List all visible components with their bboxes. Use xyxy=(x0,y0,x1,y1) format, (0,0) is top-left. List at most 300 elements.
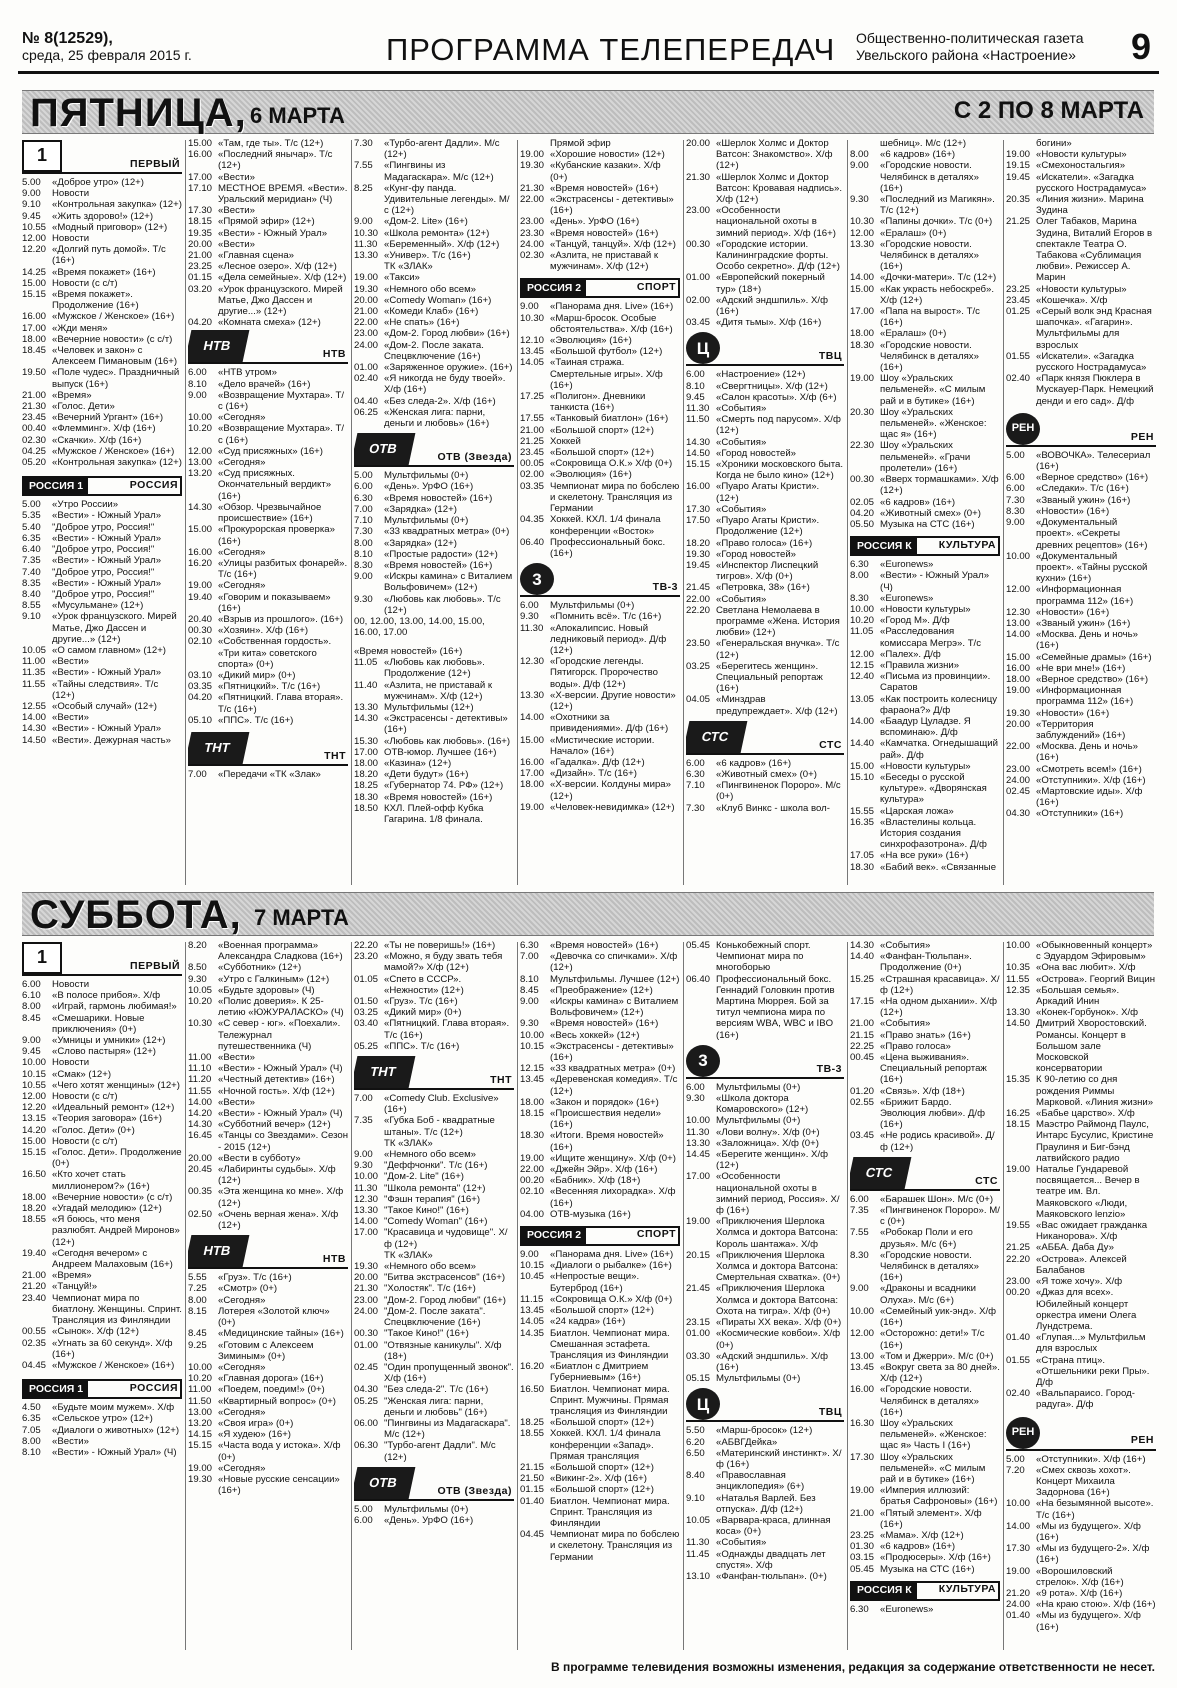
schedule-kultura-cont xyxy=(1006,940,1156,1411)
program-entry xyxy=(850,738,1000,760)
program-entry xyxy=(520,940,680,951)
program-entry xyxy=(850,862,1000,873)
program-title: «Последний из Магикян». Т/с (12+) xyxy=(880,194,995,217)
program-title: Мультфильмы (0+) xyxy=(716,1081,801,1093)
program-title: «Школа ремонта» (12+) xyxy=(384,227,490,239)
program-title: «Человек-невидимка» (12+) xyxy=(550,801,675,813)
program-title: «Вести» xyxy=(52,656,89,668)
program-entry xyxy=(354,1205,514,1216)
program-title: «Таиная стража. Смертельные игры». Х/ф (16+) xyxy=(550,357,663,391)
fri-col-6 xyxy=(850,138,1000,886)
program-entry xyxy=(188,412,348,423)
program-title: Музыка на СТС (16+) xyxy=(880,518,975,530)
program-time: 15.00 xyxy=(850,760,875,772)
program-title: «Сокровища О.К.» Х/ф (0+) xyxy=(550,458,673,470)
program-title: «Пингвиненок Пороро». М/с (0+) xyxy=(716,780,841,803)
program-entry xyxy=(520,1249,680,1260)
sat-col-7 xyxy=(1006,940,1156,1652)
program-entry xyxy=(22,311,182,322)
program-title: «Обыкновенный концерт» с Эдуардом Эфировым» xyxy=(1036,940,1153,963)
program-entry xyxy=(850,1041,1000,1052)
program-entry xyxy=(22,1113,182,1124)
program-entry xyxy=(354,328,514,339)
program-title: «Пингвины из Мадагаскара». М/с (12+) xyxy=(384,160,494,183)
program-entry xyxy=(22,423,182,434)
channel-header-sts xyxy=(686,721,844,755)
program-title: «Сегодня» xyxy=(218,1361,266,1373)
program-time: 02.10 xyxy=(520,1186,545,1198)
program-title: «Субботник» (12+) xyxy=(218,962,302,974)
program-title: «Большая семья». Аркадий Инин xyxy=(1036,984,1120,1008)
program-title: «Диалоги о рыбалке» (16+) xyxy=(550,1260,672,1272)
program-title: «Большой футбол» (12+) xyxy=(550,346,663,358)
program-title: Дмитрий Хворостовский. Романсы. Концерт в Большом зале Московской консерватории xyxy=(1036,1018,1147,1075)
program-entry xyxy=(520,735,680,757)
program-entry xyxy=(850,1205,1000,1227)
program-time: 04.45 xyxy=(520,1529,545,1541)
program-time: 8.00 xyxy=(850,570,869,582)
program-title: «О самом главном» (12+) xyxy=(52,644,167,656)
program-time: 23.40 xyxy=(22,1292,47,1304)
program-title: «Контрольная закупка» (12+) xyxy=(52,199,182,211)
program-time: 21.00 xyxy=(22,389,47,401)
program-entry xyxy=(188,1086,348,1097)
program-time: 9.30 xyxy=(354,1160,373,1172)
program-title: «Отступники». Х/ф (16+) xyxy=(1036,1453,1146,1465)
program-title: «Новости» (16+) xyxy=(1036,707,1110,719)
program-title: «6 кадров» (16+) xyxy=(880,496,956,508)
program-title: Маэстро Раймонд Паулс, Интарс Бусулис, Кристине Праулиня и Биг-бэнд латвийского радио xyxy=(1036,1119,1154,1164)
program-title: «Помнить всё». Т/с (16+) xyxy=(550,611,662,623)
program-entry xyxy=(22,533,182,544)
program-time: 13.00 xyxy=(188,457,213,469)
program-entry xyxy=(22,345,182,367)
program-time: 9.45 xyxy=(22,210,41,222)
program-time: 21.30 xyxy=(22,401,47,413)
column-divider xyxy=(847,140,848,885)
program-time: 02.05 xyxy=(850,496,875,508)
program-time: 7.10 xyxy=(354,515,373,527)
program-time: 13.00 xyxy=(188,1406,213,1418)
program-title: Мультфильмы (0+) xyxy=(384,515,469,527)
program-title: "Дом-2. После заката". Спецвключение (16+) xyxy=(384,1305,486,1329)
program-title: Новости (с с/т) xyxy=(52,277,118,289)
program-time: 9.30 xyxy=(188,973,207,985)
program-time: 5.40 xyxy=(22,521,41,533)
program-title: Биатлон. Чемпионат мира. Спринт. Трансляция из Финляндии xyxy=(550,1495,670,1529)
program-title: «Немного обо всем» xyxy=(384,283,477,295)
program-entry xyxy=(188,423,348,445)
program-title: «Пятницкий. Глава вторая». Т/с (16+) xyxy=(218,692,344,715)
program-time: 11.00 xyxy=(188,1052,212,1064)
program-title: "Деффчонки". Т/с (16+) xyxy=(384,1160,488,1172)
program-time: 7.30 xyxy=(354,526,373,538)
program-title: «Настроение» (12+) xyxy=(716,369,806,381)
program-time: 13.20 xyxy=(188,468,213,480)
program-entry xyxy=(850,1552,1000,1563)
program-time: 12.00 xyxy=(188,445,213,457)
program-title: «Вечерние новости» (с с/т) xyxy=(52,333,173,345)
program-entry xyxy=(22,567,182,578)
program-time: 8.50 xyxy=(188,962,207,974)
program-entry xyxy=(520,1529,680,1563)
program-time: 14.30 xyxy=(22,723,47,735)
program-title: «Пуаро Агаты Кристи». Продолжение (12+) xyxy=(716,515,820,538)
program-time: 18.20 xyxy=(686,537,711,549)
program-title: «Вести» - Южный Урал» xyxy=(52,667,162,679)
program-time: 9.00 xyxy=(520,301,539,313)
program-time: 5.35 xyxy=(22,510,41,522)
program-entry xyxy=(188,1463,348,1474)
program-time: 18.15 xyxy=(1006,1119,1031,1131)
program-title: «Апокалипсис. Новый ледниковый период». Д/ф (12+) xyxy=(550,622,667,656)
program-title: «Новости культуры» xyxy=(880,603,971,615)
program-time: 12.15 xyxy=(850,659,875,671)
program-time: 18.00 xyxy=(520,1096,545,1108)
program-time: 22.00 xyxy=(1006,741,1031,753)
program-entry xyxy=(354,239,514,250)
program-title: «Груз». Т/с (16+) xyxy=(218,1272,292,1284)
channel-header-ren xyxy=(1006,413,1156,447)
program-time: 19.00 xyxy=(850,1485,875,1497)
program-title: «Том и Джерри». М/с (0+) xyxy=(880,1350,994,1362)
program-time: 14.20 xyxy=(22,1124,47,1136)
program-entry xyxy=(354,306,514,317)
program-entry xyxy=(354,974,514,996)
program-time: 10.15 xyxy=(520,1040,545,1052)
program-title: «Euronews» xyxy=(880,559,934,571)
program-entry xyxy=(850,239,1000,273)
program-time: 05.45 xyxy=(850,1563,875,1575)
program-time: 10.00 xyxy=(1006,940,1031,951)
program-entry xyxy=(850,1086,1000,1097)
program-entry xyxy=(22,1091,182,1102)
program-entry xyxy=(22,188,182,199)
program-title: «Барашек Шон». М/с (0+) xyxy=(880,1193,994,1205)
program-title: «Приключения Шерлока Холмса и доктора Ватсона: Смертельная схватка». (0+) xyxy=(716,1249,841,1284)
program-title: «Дикий мир» (0+) xyxy=(218,669,296,681)
program-title: «День». УрФО (16+) xyxy=(550,216,640,228)
schedule-sts-cont xyxy=(850,138,1000,530)
program-entry xyxy=(850,1227,1000,1249)
channel-name: СПОРТ xyxy=(636,280,676,293)
program-entry xyxy=(850,1130,1000,1152)
program-entry xyxy=(520,458,680,469)
program-title: «Городские новости. Челябинск в деталях» (16+) xyxy=(880,238,979,273)
program-time: 23.25 xyxy=(1006,283,1031,295)
sts-logo-icon: СТС xyxy=(850,1157,911,1189)
program-title: «Особый случай» (12+) xyxy=(52,700,158,712)
program-title: «Адский эндшпиль». Х/ф (16+) xyxy=(716,1350,828,1373)
program-entry xyxy=(686,1171,844,1216)
program-title: «Связь». Х/ф (18+) xyxy=(880,1085,965,1097)
program-entry xyxy=(850,1508,1000,1530)
program-time: 18.50 xyxy=(354,802,379,814)
program-entry xyxy=(686,1115,844,1126)
program-title: «Минздрав предупреждает». Х/ф (12+) xyxy=(716,694,838,717)
tvc-logo-icon: Ц xyxy=(686,332,720,364)
program-time: 02.50 xyxy=(188,1208,213,1220)
program-entry xyxy=(22,1214,182,1248)
ren-logo-icon: РЕН xyxy=(1006,1417,1040,1449)
program-time: 10.00 xyxy=(1006,1498,1031,1510)
program-entry xyxy=(354,493,514,504)
program-title: «События» xyxy=(716,503,767,515)
program-entry xyxy=(686,1571,844,1582)
program-entry xyxy=(520,802,680,813)
program-title: «Вести» - Южный Урал» (Ч) xyxy=(880,570,990,593)
program-entry xyxy=(354,340,514,362)
program-entry xyxy=(22,1447,182,1458)
program-time: 8.45 xyxy=(188,1328,207,1340)
program-time: 10.20 xyxy=(188,423,213,435)
program-title: «Кошечка». Х/ф xyxy=(1036,294,1108,306)
program-title: «НТВ утром» xyxy=(218,367,277,379)
program-entry xyxy=(1006,741,1156,763)
program-time: 11.30 xyxy=(520,622,544,634)
schedule-otv-cont xyxy=(520,940,680,1220)
program-entry xyxy=(850,138,1000,149)
program-time: 20.00 xyxy=(354,1272,379,1284)
schedule-sport-cont xyxy=(686,940,844,1041)
channel-header-rossiya xyxy=(22,1379,182,1399)
program-title: «День». УрФО (16+) xyxy=(384,1514,474,1526)
program-title: «Губернатор 74. РФ» (12+) xyxy=(384,780,504,792)
channel-header-kultura xyxy=(850,1581,1000,1601)
program-entry xyxy=(188,1474,348,1496)
program-title: «Цена выживания». Специальный репортаж (16+) xyxy=(880,1052,987,1086)
program-entry xyxy=(188,1097,348,1108)
program-entry xyxy=(686,1093,844,1115)
program-title: «Серый волк энд Красная шапочка». «Гагарин». Мультфильмы для взрослых xyxy=(1036,306,1152,351)
saturday-banner xyxy=(22,892,1154,936)
program-time: 14.25 xyxy=(22,266,47,278)
program-time: 19.30 xyxy=(188,1473,213,1485)
program-title: «Свергтницы». Х/ф (12+) xyxy=(716,380,828,392)
program-entry xyxy=(520,1462,680,1473)
issue-date: среда, 25 февраля 2015 г. xyxy=(22,47,192,63)
program-time: 20.30 xyxy=(850,406,875,418)
program-entry xyxy=(354,515,514,526)
perviy-logo-icon: 1 xyxy=(22,942,62,974)
program-time: 19.00 xyxy=(520,801,545,813)
program-entry xyxy=(354,996,514,1007)
program-time: 19.00 xyxy=(1006,1164,1031,1176)
program-title: «Новости» (16+) xyxy=(1036,505,1110,517)
program-entry xyxy=(686,205,844,239)
program-title: «Берегитесь женщин». Специальный репортаж (16+) xyxy=(716,660,823,695)
program-time: 04.30 xyxy=(354,1384,379,1396)
program-title: «Немного обо всем» xyxy=(384,1261,477,1273)
program-time: 21.20 xyxy=(22,1281,47,1293)
program-entry xyxy=(22,334,182,345)
program-time: 9.00 xyxy=(520,996,539,1008)
program-time: 16.20 xyxy=(188,557,213,569)
program-time: 14.40 xyxy=(850,738,875,750)
program-time: 21.00 xyxy=(22,1270,47,1282)
program-entry xyxy=(1006,1108,1156,1119)
tv3-logo-icon: 3 xyxy=(686,1045,720,1077)
program-title: «Дом-2. Город любви» (16+) xyxy=(384,328,510,340)
program-time: 23.30 xyxy=(520,227,545,239)
program-title: «ВОВОЧКА». Телесериал (16+) xyxy=(1036,449,1151,473)
program-title: Шоу «Уральских пельменей». «Грачи пролетели» (16+) xyxy=(880,440,971,474)
fri-col-2 xyxy=(188,138,348,886)
program-title: «День». УрФО (16+) xyxy=(384,481,474,493)
program-entry xyxy=(22,1102,182,1113)
program-time: 00.45 xyxy=(850,1052,875,1064)
program-title: «Сегодня» xyxy=(218,580,266,592)
program-time: 23.00 xyxy=(1006,763,1031,775)
program-entry xyxy=(850,1097,1000,1131)
program-time: 17.15 xyxy=(850,996,875,1008)
program-title: «Городские новости. Челябинск в деталях» (16+) xyxy=(880,1384,979,1418)
program-time: 00.20 xyxy=(520,1175,545,1187)
program-entry xyxy=(354,736,514,747)
program-time: 9.00 xyxy=(354,571,373,583)
program-time: 5.00 xyxy=(1006,1453,1025,1465)
program-time: 13.10 xyxy=(686,1570,711,1582)
program-title: «Мама». Х/ф (12+) xyxy=(880,1529,964,1541)
program-title: "Отвязные каникулы". Х/ф (18+) xyxy=(384,1339,502,1362)
program-title: «Новости культуры» xyxy=(1036,149,1127,161)
program-time: 12.00 xyxy=(850,648,875,660)
program-title: «Танцы со Звездами». Сезон - 2015 (12+) xyxy=(218,1130,348,1153)
program-time: 8.30 xyxy=(850,592,869,604)
program-entry xyxy=(520,1260,680,1271)
program-entry xyxy=(686,459,844,481)
newspaper-line-2: Увельского района «Настроение» xyxy=(856,47,1076,63)
program-time: 21.00 xyxy=(354,306,379,318)
program-title: Шоу «Уральских пельменей». «С милым рай и в бутике» (16+) xyxy=(880,373,986,407)
program-time: 14.50 xyxy=(1006,1018,1031,1030)
program-title: «Материнский инстинкт». Х/ф (16+) xyxy=(716,1447,842,1470)
program-title: «Преображение» (12+) xyxy=(550,984,653,996)
program-title: «Папа на вырост». Т/с (16+) xyxy=(880,306,980,329)
program-time: 23.00 xyxy=(686,205,711,217)
program-title: «Время новостей» (16+) xyxy=(384,492,493,504)
program-time: 10.20 xyxy=(850,615,875,627)
program-time: 6.00 xyxy=(686,1081,705,1093)
program-entry xyxy=(22,578,182,589)
program-time: 21.45 xyxy=(686,1283,711,1295)
program-time: 17.00 xyxy=(520,768,545,780)
fri-col-7 xyxy=(1006,138,1156,886)
program-time: 03.40 xyxy=(354,1018,379,1030)
schedule-tv3-cont xyxy=(686,138,844,328)
program-entry xyxy=(354,526,514,537)
program-title: «Клуб Винкс - школа вол- xyxy=(716,802,830,814)
program-title: «Петровка, 38» (16+) xyxy=(716,582,810,594)
program-title: «Обзор. Чрезвычайное происшествие» (16+) xyxy=(218,501,322,525)
program-entry xyxy=(686,803,844,814)
program-time: 17.00 xyxy=(850,306,875,318)
program-title: шебниц». М/с (12+) xyxy=(880,138,967,149)
program-entry xyxy=(188,692,348,714)
program-entry xyxy=(22,522,182,533)
program-title: «Панорама дня. Live» (16+) xyxy=(550,1249,674,1261)
program-entry xyxy=(354,373,514,395)
program-entry xyxy=(22,1270,182,1281)
program-entry xyxy=(1006,483,1156,494)
program-title: «33 квадратных метра» (0+) xyxy=(550,1063,676,1075)
program-title: «Не родись красивой». Д/ф (12+) xyxy=(880,1130,995,1153)
program-time: 16.30 xyxy=(850,1417,875,1429)
program-entry xyxy=(520,600,680,611)
schedule-perviy xyxy=(22,979,182,1371)
program-time: 14.05 xyxy=(520,357,545,369)
kultura-brand: РОССИЯ xyxy=(857,539,903,552)
schedule-sport xyxy=(520,301,680,559)
program-entry xyxy=(22,1080,182,1091)
program-title: «Мужское / Женское» (16+) xyxy=(52,445,175,457)
program-title: «Новости» (16+) xyxy=(1036,606,1110,618)
program-entry xyxy=(686,974,844,1041)
program-title: «Пингвиненок Пороро». М/с (0+) xyxy=(880,1205,1000,1228)
program-entry xyxy=(22,979,182,990)
program-title: «Голос. Дети». Продолжение (0+) xyxy=(52,1147,182,1170)
program-title: «Острова». Георгий Вицин xyxy=(1036,973,1156,985)
program-time: 06.25 xyxy=(354,406,379,418)
program-title: «Азлита, не приставай к мужчинам». Х/ф (12+) xyxy=(384,679,493,702)
kultura-logo-icon xyxy=(852,1583,917,1599)
program-time: 9.00 xyxy=(22,188,41,200)
program-title: «Мы из будущего-2». Х/ф (16+) xyxy=(1036,1543,1150,1566)
program-entry xyxy=(850,1351,1000,1362)
program-entry xyxy=(1006,629,1156,651)
program-time: 5.00 xyxy=(22,499,41,511)
program-entry xyxy=(850,497,1000,508)
program-time: 7.00 xyxy=(188,768,207,780)
column-divider xyxy=(517,942,518,1650)
program-title: Шоу «Уральских пельменей». «С милым рай и в бутике» (16+) xyxy=(880,1451,986,1485)
schedule-tnt xyxy=(354,138,514,429)
program-entry xyxy=(520,160,680,182)
program-entry xyxy=(22,278,182,289)
program-time: 01.55 xyxy=(1006,350,1031,362)
program-title: «Генеральская внучка». Т/с (12+) xyxy=(716,638,840,661)
program-title: «Comedy Club. Exclusive» (16+) xyxy=(384,1093,499,1116)
program-title: «Приключения Шерлока Холмса и доктора Ватсона: Охота на тигра». Х/ф (0+) xyxy=(716,1283,838,1317)
program-entry xyxy=(520,1164,680,1175)
program-title: «Острова». Алексей Балабанов xyxy=(1036,1253,1127,1276)
program-entry xyxy=(520,481,680,515)
program-time: 4.50 xyxy=(22,1402,41,1414)
program-time: 10.20 xyxy=(188,1373,213,1385)
program-entry xyxy=(354,657,514,679)
program-entry xyxy=(520,1186,680,1208)
program-time: 23.45 xyxy=(1006,294,1031,306)
channel-name: ПЕРВЫЙ xyxy=(130,959,180,972)
program-entry xyxy=(686,448,844,459)
program-entry xyxy=(520,301,680,312)
program-time: 19.15 xyxy=(1006,160,1031,172)
program-title: «Панорама дня. Live» (16+) xyxy=(550,301,674,313)
program-entry xyxy=(188,1018,348,1052)
program-title: «Дитя тьмы». Х/ф (16+) xyxy=(716,317,822,329)
program-entry xyxy=(22,600,182,611)
program-time: 12.30 xyxy=(1006,606,1031,618)
program-title: «Ералаш» (0+) xyxy=(880,328,947,340)
program-title: «Полис доверия». К 25-летию «ЮЖУРАЛАСКО» (Ч) xyxy=(218,996,344,1019)
program-title: «Мы из будущего». Х/ф (16+) xyxy=(1036,1520,1141,1543)
newspaper-line-1: Общественно-политическая газета xyxy=(856,30,1084,46)
program-entry xyxy=(1006,1588,1156,1599)
program-title: "Битва экстрасенсов" (16+) xyxy=(384,1272,506,1284)
program-time: 8.10 xyxy=(188,378,207,390)
program-title: «Фанфан-тюльпан». (0+) xyxy=(716,1570,827,1582)
program-time: 14.40 xyxy=(850,951,875,963)
